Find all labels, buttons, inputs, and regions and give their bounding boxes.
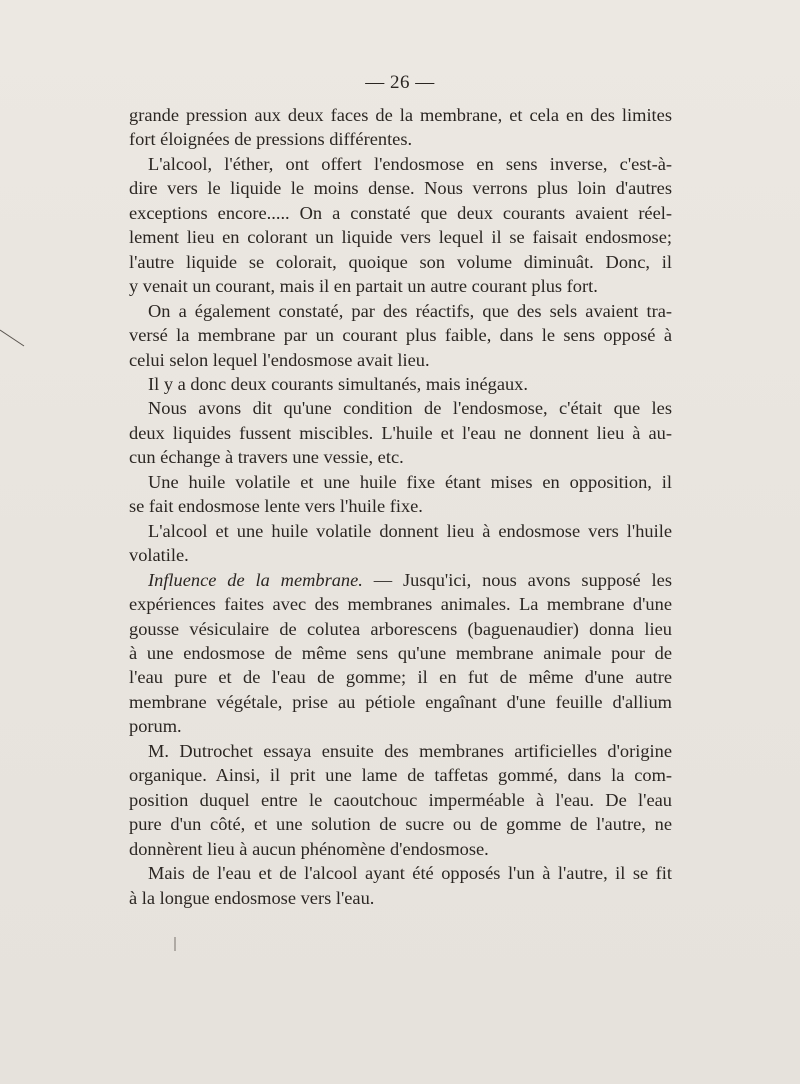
section-line (129, 568, 672, 592)
text-line: se fait endosmose lente vers l'huile fixe. (129, 496, 423, 517)
text-line: à la longue endosmose vers l'eau. (129, 887, 375, 908)
section-heading: Influence de la membrane. (148, 569, 363, 590)
text-line: versé la membrane par un courant plus faible, dans le sens opposé à (129, 325, 672, 346)
text-line: expériences faites avec des membranes animales. La membrane d'une (129, 594, 672, 615)
text-line: position duquel entre le caoutchouc imperméable à l'eau. De l'eau (129, 789, 672, 810)
ink-speck (172, 937, 178, 951)
text-line: Nous avons dit qu'une condition de l'endosmose, c'était que les (148, 398, 672, 419)
text-line: membrane végétale, prise au pétiole engaînant d'une feuille d'allium (129, 691, 672, 712)
text-line: L'alcool, l'éther, ont offert l'endosmose en sens inverse, c'est-à- (148, 153, 672, 174)
text-line: lement lieu en colorant un liquide vers lequel il se faisait endosmose; (129, 227, 672, 248)
text-line: dire vers le liquide le moins dense. Nous verrons plus loin d'autres (129, 178, 672, 199)
margin-mark (0, 328, 26, 348)
text-line: donnèrent lieu à aucun phénomène d'endosmose. (129, 838, 489, 859)
text-line: M. Dutrochet essaya ensuite des membranes artificielles d'origine (148, 740, 672, 761)
text-line: fort éloignées de pressions différentes. (129, 129, 413, 150)
text-line: Mais de l'eau et de l'alcool ayant été opposés l'un à l'autre, il se fit (148, 863, 672, 884)
text-line: organique. Ainsi, il prit une lame de taffetas gommé, dans la com- (129, 765, 672, 786)
text-line: L'alcool et une huile volatile donnent lieu à endosmose vers l'huile (148, 520, 672, 541)
page-number: — 26 — (365, 72, 435, 93)
text-line: On a également constaté, par des réactifs, que des sels avaient tra- (148, 300, 672, 321)
text-line: à une endosmose de même sens qu'une membrane animale pour de (129, 642, 672, 663)
text-line: celui selon lequel l'endosmose avait lieu. (129, 349, 430, 370)
text-line: deux liquides fussent miscibles. L'huile et l'eau ne donnent lieu à au- (129, 422, 672, 443)
body-text (129, 103, 672, 910)
text-line: Une huile volatile et une huile fixe étant mises en opposition, il (148, 471, 672, 492)
text-line: Il y a donc deux courants simultanés, mais inégaux. (148, 373, 528, 394)
text-line: l'eau pure et de l'eau de gomme; il en fut de même d'une autre (129, 667, 672, 688)
text-line: pure d'un côté, et une solution de sucre ou de gomme de l'autre, ne (129, 814, 672, 835)
text-line: y venait un courant, mais il en partait un autre courant plus fort. (129, 276, 598, 297)
text-line: gousse vésiculaire de colutea arborescens (baguenaudier) donna lieu (129, 618, 672, 639)
text-line: exceptions encore..... On a constaté que deux courants avaient réel- (129, 202, 672, 223)
text-line: volatile. (129, 545, 189, 566)
text-line: — Jusqu'ici, nous avons supposé les (373, 569, 672, 590)
text-line: l'autre liquide se colorait, quoique son volume diminuât. Donc, il (129, 251, 672, 272)
text-line: porum. (129, 716, 182, 737)
text-line: cun échange à travers une vessie, etc. (129, 447, 404, 468)
text-line: grande pression aux deux faces de la membrane, et cela en des limites (129, 105, 672, 125)
